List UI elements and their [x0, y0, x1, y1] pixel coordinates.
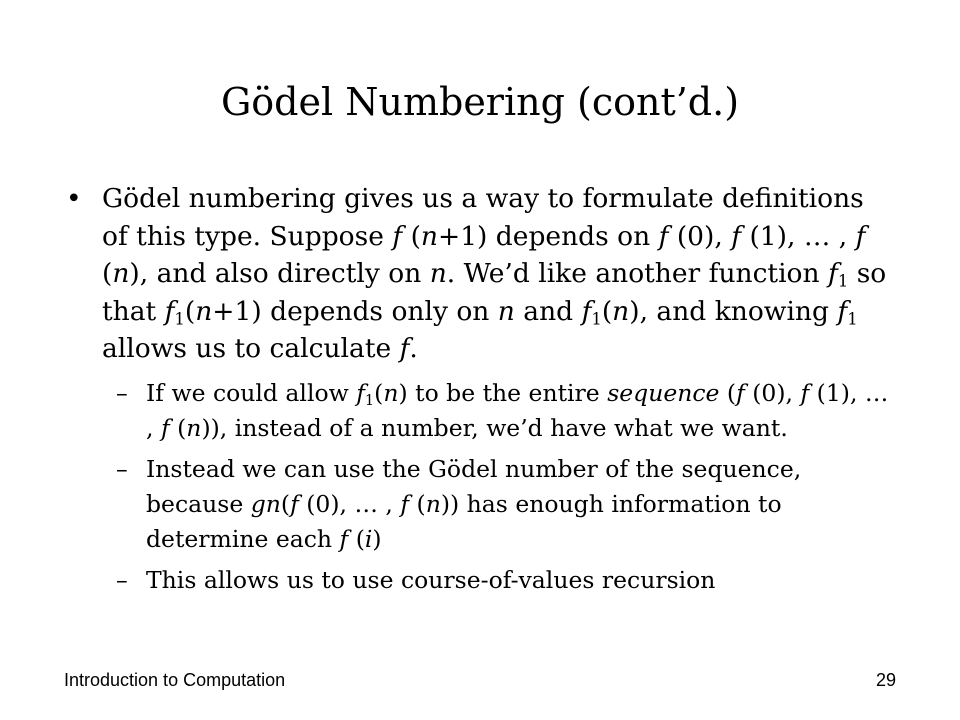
text-segment: ( [374, 378, 384, 407]
text-segment: f [658, 220, 669, 252]
text-segment: ( [719, 378, 737, 407]
text-segment: ( [184, 295, 196, 327]
text-segment: f [581, 295, 592, 327]
text-segment: f [392, 220, 403, 252]
text-segment: f [339, 524, 349, 553]
text-segment: n [497, 295, 515, 327]
text-segment: 1 [174, 309, 185, 329]
text-segment: Instead we can use the Gödel number of the sequence, because [146, 454, 802, 518]
text-segment: f [731, 220, 742, 252]
text-segment: (1), … , [146, 378, 889, 442]
dash-marker: – [116, 565, 128, 594]
text-segment: (0), [744, 378, 801, 407]
sub-bullet-item [60, 563, 890, 598]
main-bullet-text [102, 183, 886, 364]
text-segment: ( [402, 220, 421, 252]
text-segment: so that [102, 258, 887, 327]
text-segment: ) to be the entire [398, 378, 608, 407]
main-bullet [60, 180, 890, 368]
text-segment: 1 [591, 309, 602, 329]
text-segment: f [160, 413, 170, 442]
text-segment: +1) depends on [437, 220, 659, 252]
text-segment: (0), [668, 220, 732, 252]
text-segment: f [399, 333, 410, 364]
sub-bullet-text [146, 379, 888, 442]
footer-course-title: Introduction to Computation [64, 670, 286, 690]
text-segment: . We’d like another function [446, 258, 828, 289]
text-segment: +1) depends only on [212, 295, 498, 327]
text-segment: n [195, 295, 213, 327]
text-segment: f [855, 220, 866, 252]
text-segment: f [290, 489, 299, 518]
text-segment: and [514, 295, 582, 327]
text-segment: i [364, 524, 373, 553]
text-segment: f [736, 378, 745, 407]
text-segment: ), and knowing [629, 295, 838, 327]
text-segment: f [837, 295, 848, 327]
text-segment: allows us to calculate [102, 333, 400, 364]
sub-bullet-text [146, 566, 715, 594]
text-segment: n [425, 489, 441, 518]
text-segment: ( [348, 524, 365, 553]
text-segment: sequence [607, 378, 720, 407]
text-segment: f [356, 378, 365, 407]
text-segment: 1 [847, 309, 858, 329]
text-segment: n [612, 295, 630, 327]
text-segment: 1 [837, 271, 849, 291]
text-segment: ( [409, 489, 426, 518]
dash-marker: – [116, 454, 128, 483]
text-segment: )) has enough information to determine each [146, 489, 782, 553]
text-segment: This allows us to use course-of-values recursion [146, 565, 716, 594]
text-segment: n [420, 220, 438, 252]
text-segment: n [383, 378, 399, 407]
text-segment: Gödel numbering gives us a way to formulate definitions of this type. Suppose [102, 183, 864, 252]
text-segment: f [164, 295, 175, 327]
text-segment: ) [372, 524, 382, 553]
dash-marker: – [116, 378, 128, 407]
text-segment: f [828, 258, 838, 289]
text-segment: n [186, 413, 202, 442]
text-segment: ( [601, 295, 613, 327]
text-segment: )), instead of a number, we’d have what we want. [201, 413, 788, 442]
sub-bullet-item [60, 452, 890, 557]
text-segment: (0), … , [298, 489, 401, 518]
sub-bullet-list [60, 376, 890, 598]
text-segment: f [800, 378, 810, 407]
text-segment: ( [280, 489, 291, 518]
slide-content [60, 180, 890, 604]
footer-page-number: 29 [875, 670, 896, 690]
text-segment: . [409, 333, 418, 364]
text-segment: n [429, 258, 447, 289]
text-segment: (1), … , [741, 220, 856, 252]
text-segment: ( [169, 413, 187, 442]
sub-bullet-item [60, 376, 890, 446]
text-segment: ), and also directly on [129, 258, 430, 289]
text-segment: ( [102, 258, 113, 289]
slide-title: Gödel Numbering (cont’d.) [220, 80, 740, 124]
sub-bullet-text [146, 455, 801, 553]
text-segment: n [112, 258, 130, 289]
text-segment: gn [250, 489, 281, 518]
text-segment: If we could allow [146, 378, 357, 407]
text-segment: 1 [364, 391, 375, 409]
text-segment: f [400, 489, 410, 518]
bullet-marker: • [66, 183, 82, 214]
